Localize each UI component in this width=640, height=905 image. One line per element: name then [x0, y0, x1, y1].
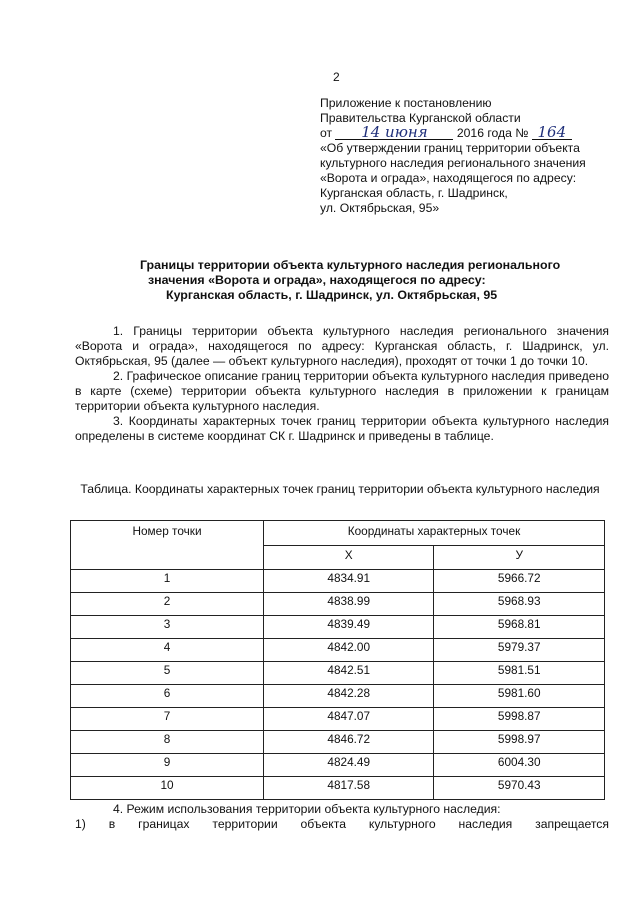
header-y: У	[434, 546, 605, 570]
title-line: Границы территории объекта культурного наследия регионального	[140, 258, 561, 272]
after-table-text	[75, 802, 609, 832]
table-row	[71, 777, 605, 800]
appendix-date-line	[320, 123, 620, 141]
title-line: значения «Ворота и ограда», находящегося по адресу:	[148, 273, 486, 287]
table-row	[71, 639, 605, 662]
cell-point: 8	[71, 731, 264, 754]
cell-y: 5998.87	[434, 708, 605, 731]
table-row	[71, 616, 605, 639]
paragraph-3: 3. Координаты характерных точек границ территории объекта культурного наследия определены в системе координат СК г. Шадринск и приведены в таблице.	[75, 414, 609, 443]
cell-y: 5970.43	[434, 777, 605, 800]
cell-x: 4839.49	[264, 616, 434, 639]
header-x: Х	[264, 546, 434, 570]
cell-y: 5966.72	[434, 570, 605, 593]
table-row	[71, 593, 605, 616]
appendix-line: «Ворота и ограда», находящегося по адресу:	[320, 171, 577, 185]
cell-y: 6004.30	[434, 754, 605, 777]
cell-point: 9	[71, 754, 264, 777]
cell-point: 1	[71, 570, 264, 593]
cell-y: 5979.37	[434, 639, 605, 662]
cell-y: 5981.60	[434, 685, 605, 708]
table-row	[71, 662, 605, 685]
cell-point: 7	[71, 708, 264, 731]
header-coordinates: Координаты характерных точек	[264, 521, 605, 546]
paragraph-5: 1) в границах территории объекта культурного наследия запрещается	[75, 817, 609, 831]
document-title	[70, 258, 640, 303]
cell-y: 5968.81	[434, 616, 605, 639]
cell-point: 2	[71, 593, 264, 616]
cell-x: 4842.51	[264, 662, 434, 685]
cell-x: 4846.72	[264, 731, 434, 754]
appendix-line: культурного наследия регионального значения	[320, 156, 586, 170]
cell-y: 5981.51	[434, 662, 605, 685]
cell-x: 4824.49	[264, 754, 434, 777]
table-row	[71, 685, 605, 708]
cell-x: 4817.58	[264, 777, 434, 800]
cell-y: 5968.93	[434, 593, 605, 616]
table-caption: Таблица. Координаты характерных точек границ территории объекта культурного наследия	[80, 482, 600, 496]
table-row	[71, 731, 605, 754]
cell-y: 5998.97	[434, 731, 605, 754]
body-text	[75, 324, 609, 444]
header-point-number: Номер точки	[71, 521, 264, 570]
appendix-block	[320, 96, 620, 216]
paragraph-4: 4. Режим использования территории объекта культурного наследия:	[113, 802, 501, 816]
cell-x: 4834.91	[264, 570, 434, 593]
cell-point: 4	[71, 639, 264, 662]
date-prefix: от	[320, 126, 333, 140]
cell-x: 4847.07	[264, 708, 434, 731]
cell-x: 4838.99	[264, 593, 434, 616]
appendix-line: Приложение к постановлению	[320, 96, 492, 110]
handwritten-number: 164	[532, 126, 572, 140]
handwritten-date: 14 июня	[335, 126, 453, 140]
page-number: 2	[333, 70, 340, 84]
cell-point: 6	[71, 685, 264, 708]
cell-x: 4842.28	[264, 685, 434, 708]
appendix-line: Правительства Курганской области	[320, 111, 521, 125]
cell-point: 3	[71, 616, 264, 639]
cell-point: 5	[71, 662, 264, 685]
table-row	[71, 570, 605, 593]
cell-x: 4842.00	[264, 639, 434, 662]
cell-point: 10	[71, 777, 264, 800]
appendix-line: Курганская область, г. Шадринск,	[320, 186, 508, 200]
paragraph-2: 2. Графическое описание границ территории объекта культурного наследия приведено в карте (схеме) территории объекта культурного наследия в приложении к границам территории объекта культурного наследия.	[75, 369, 609, 413]
year-text: 2016 года №	[456, 126, 529, 140]
appendix-line: ул. Октябрьская, 95»	[320, 201, 440, 215]
table-row	[71, 754, 605, 777]
coordinates-table	[70, 520, 605, 800]
table-row	[71, 708, 605, 731]
appendix-line: «Об утверждении границ территории объекта	[320, 141, 580, 155]
title-line: Курганская область, г. Шадринск, ул. Октябрьская, 95	[166, 288, 498, 302]
paragraph-1: 1. Границы территории объекта культурного наследия регионального значения «Ворота и ограда», находящегося по адресу: Курганская область, г. Шадринск, ул. Октябрьская, 95 (далее — объект культурного наследия), проходят от точки 1 до точки 10.	[75, 324, 609, 368]
